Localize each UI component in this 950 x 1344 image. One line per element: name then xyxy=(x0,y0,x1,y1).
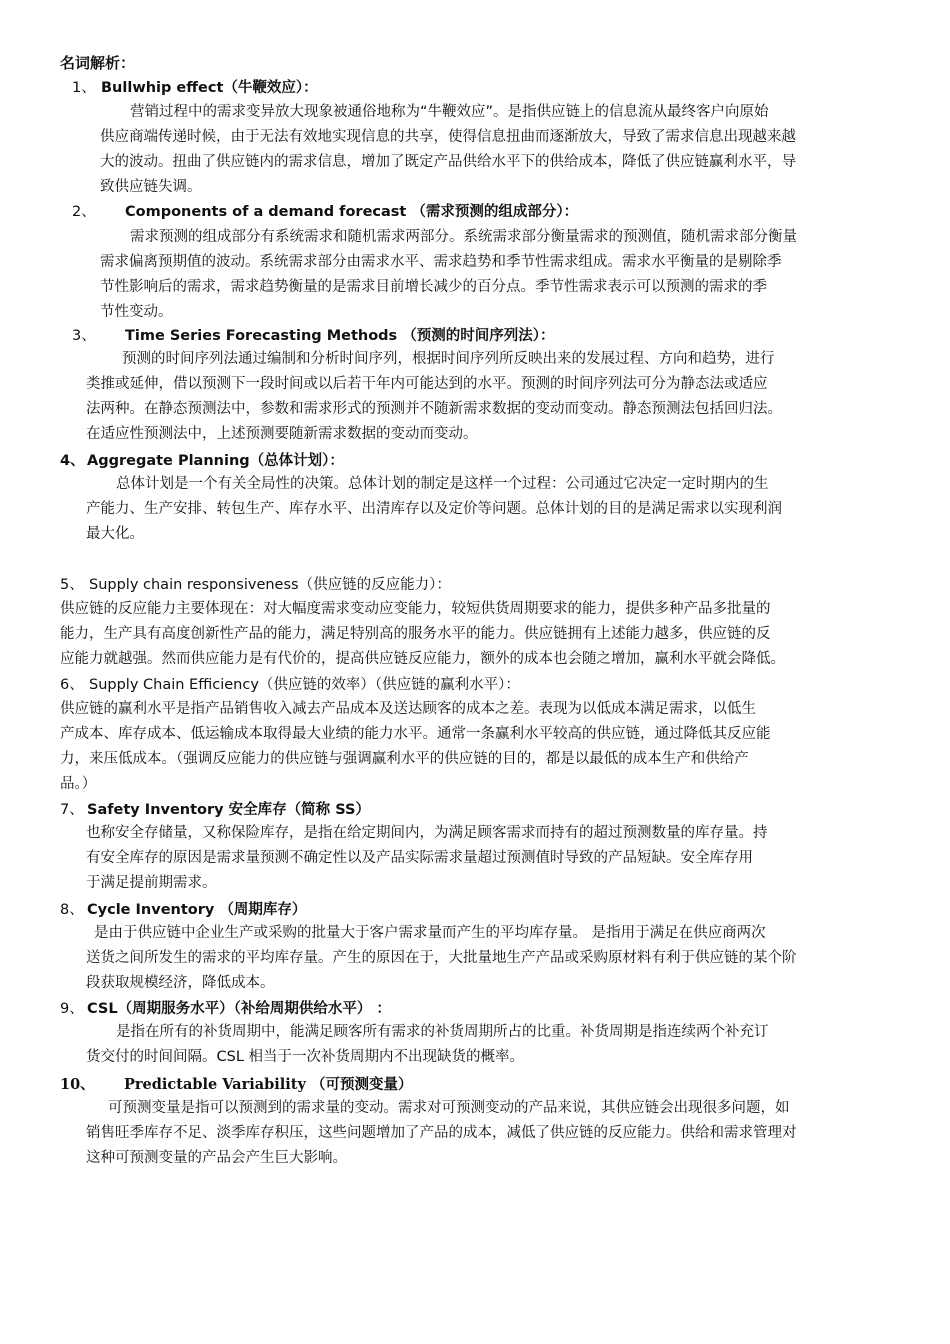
paragraph-line: 有安全库存的原因是需求量预测不确定性以及产品实际需求量超过预测值时导致的产品短缺。安全库存用 xyxy=(86,850,753,866)
paragraph-line: 于满足提前期需求。 xyxy=(86,875,217,891)
section-number: 2、 xyxy=(72,204,96,220)
paragraph-line: 大的波动。扭曲了供应链内的需求信息，增加了既定产品供给水平下的供给成本，降低了供应链赢利水平，导 xyxy=(100,154,796,170)
section-9-body xyxy=(86,1020,769,1070)
section-number: 10、 xyxy=(60,1076,95,1093)
section-9-heading xyxy=(60,997,391,1018)
paragraph-line: 总体计划是一个有关全局性的决策。总体计划的制定是这样一个过程：公司通过它决定一定时期内的生 xyxy=(116,476,769,492)
section-4-body xyxy=(86,472,782,547)
paragraph-line: 是指在所有的补货周期中，能满足顾客所有需求的补货周期所占的比重。补货周期是指连续两个补充订 xyxy=(116,1024,769,1040)
section-5-heading xyxy=(60,573,451,594)
section-title: Supply chain responsiveness（供应链的反应能力）： xyxy=(89,577,451,593)
section-title: Cycle Inventory （周期库存） xyxy=(87,902,307,918)
paragraph-line: 在适应性预测法中，上述预测要随新需求数据的变动而变动。 xyxy=(86,426,478,442)
paragraph-line: 节性影响后的需求，需求趋势衡量的是需求目前增长减少的百分点。季节性需求表示可以预测的需求的季 xyxy=(100,279,767,295)
paragraph-line: 致供应链失调。 xyxy=(100,179,202,195)
paragraph-line: 力，来压低成本。（强调反应能力的供应链与强调赢利水平的供应链的目的，都是以最低的成本生产和供给产 xyxy=(60,751,749,767)
section-6-heading xyxy=(60,673,520,694)
paragraph-line: 供应链的赢利水平是指产品销售收入减去产品成本及送达顾客的成本之差。表现为以低成本满足需求，以低生 xyxy=(60,701,756,717)
section-number: 8、 xyxy=(60,902,84,918)
paragraph-line: 法两种。在静态预测法中，参数和需求形式的预测并不随新需求数据的变动而变动。静态预测法包括回归法。 xyxy=(86,401,782,417)
section-1-heading xyxy=(72,76,318,97)
section-7-heading xyxy=(60,798,370,819)
paragraph-line: 营销过程中的需求变异放大现象被通俗地称为“牛鞭效应”。是指供应链上的信息流从最终客户向原始 xyxy=(130,104,769,120)
paragraph-line: 供应商端传递时候，由于无法有效地实现信息的共享，使得信息扭曲而逐渐放大，导致了需求信息出现越来越 xyxy=(100,129,796,145)
paragraph-line: 预测的时间序列法通过编制和分析时间序列，根据时间序列所反映出来的发展过程、方向和趋势，进行 xyxy=(122,351,775,367)
paragraph-line: 供应链的反应能力主要体现在：对大幅度需求变动应变能力，较短供货周期要求的能力，提供多种产品多批量的 xyxy=(60,601,771,617)
section-title: Supply Chain Efficiency（供应链的效率）（供应链的赢利水平）： xyxy=(89,677,520,693)
paragraph-line: 送货之间所发生的需求的平均库存量。产生的原因在于，大批量地生产产品或采购原材料有利于供应链的某个阶 xyxy=(86,950,797,966)
section-title: Time Series Forecasting Methods （预测的时间序列法）： xyxy=(125,328,555,344)
section-title: CSL（周期服务水平）（补给周期供给水平） ： xyxy=(87,1001,391,1017)
paragraph-line: 需求预测的组成部分有系统需求和随机需求两部分。系统需求部分衡量需求的预测值，随机需求部分衡量 xyxy=(130,229,797,245)
paragraph-line: 这种可预测变量的产品会产生巨大影响。 xyxy=(86,1150,347,1166)
paragraph-line: 段获取规模经济，降低成本。 xyxy=(86,975,275,991)
paragraph-line: 销售旺季库存不足、淡季库存积压，这些问题增加了产品的成本，减低了供应链的反应能力。供给和需求管理对 xyxy=(86,1125,797,1141)
page-title: 名词解析： xyxy=(60,54,136,72)
paragraph-line: 货交付的时间间隔。CSL 相当于一次补货周期内不出现缺货的概率。 xyxy=(86,1049,525,1065)
section-10-heading xyxy=(60,1073,412,1094)
paragraph-line: 类推或延伸，借以预测下一段时间或以后若干年内可能达到的水平。预测的时间序列法可分为静态法或适应 xyxy=(86,376,768,392)
section-8-body xyxy=(86,921,797,996)
paragraph-line: 产成本、库存成本、低运输成本取得最大业绩的能力水平。通常一条赢利水平较高的供应链，通过降低其反应能 xyxy=(60,726,771,742)
section-number: 1、 xyxy=(72,80,96,96)
paragraph-line: 品。） xyxy=(60,776,97,792)
section-10-body xyxy=(86,1096,797,1171)
section-number: 6、 xyxy=(60,677,84,693)
section-3-body xyxy=(86,347,782,447)
section-title: Components of a demand forecast （需求预测的组成部分）： xyxy=(125,204,579,220)
section-5-body xyxy=(60,597,785,672)
paragraph-line: 能力，生产具有高度创新性产品的能力，满足特别高的服务水平的能力。供应链拥有上述能力越多，供应链的反 xyxy=(60,626,771,642)
paragraph-line: 是由于供应链中企业生产或采购的批量大于客户需求量而产生的平均库存量。 是指用于满足在供应商两次 xyxy=(94,925,766,941)
paragraph-line: 应能力就越强。然而供应能力是有代价的，提高供应链反应能力，额外的成本也会随之增加，赢利水平就会降低。 xyxy=(60,651,785,667)
paragraph-line: 产能力、生产安排、转包生产、库存水平、出清库存以及定价等问题。总体计划的目的是满足需求以实现利润 xyxy=(86,501,782,517)
section-title: Safety Inventory 安全库存（简称 SS） xyxy=(87,802,370,818)
section-number: 7、 xyxy=(60,802,84,818)
section-4-heading xyxy=(60,449,344,470)
section-3-heading xyxy=(72,324,554,345)
section-2-body xyxy=(100,225,797,325)
paragraph-line: 也称安全存储量，又称保险库存，是指在给定期间内，为满足顾客需求而持有的超过预测数量的库存量。持 xyxy=(86,825,768,841)
section-title: Bullwhip effect（牛鞭效应）： xyxy=(101,80,318,96)
paragraph-line: 需求偏离预期值的波动。系统需求部分由需求水平、需求趋势和季节性需求组成。需求水平衡量的是剔除季 xyxy=(100,254,782,270)
section-2-heading xyxy=(72,200,578,221)
paragraph-line: 可预测变量是指可以预测到的需求量的变动。需求对可预测变动的产品来说，其供应链会出现很多问题，如 xyxy=(108,1100,790,1116)
section-1-body xyxy=(100,100,796,200)
section-6-body xyxy=(60,697,771,797)
section-7-body xyxy=(86,821,768,896)
section-8-heading xyxy=(60,898,306,919)
section-number: 3、 xyxy=(72,328,96,344)
section-number: 5、 xyxy=(60,577,84,593)
section-title: Aggregate Planning（总体计划）： xyxy=(87,453,344,469)
paragraph-line: 最大化。 xyxy=(86,526,144,542)
section-number: 4、 xyxy=(60,453,85,469)
section-number: 9、 xyxy=(60,1001,84,1017)
section-title: Predictable Variability （可预测变量） xyxy=(124,1076,413,1093)
paragraph-line: 节性变动。 xyxy=(100,304,173,320)
